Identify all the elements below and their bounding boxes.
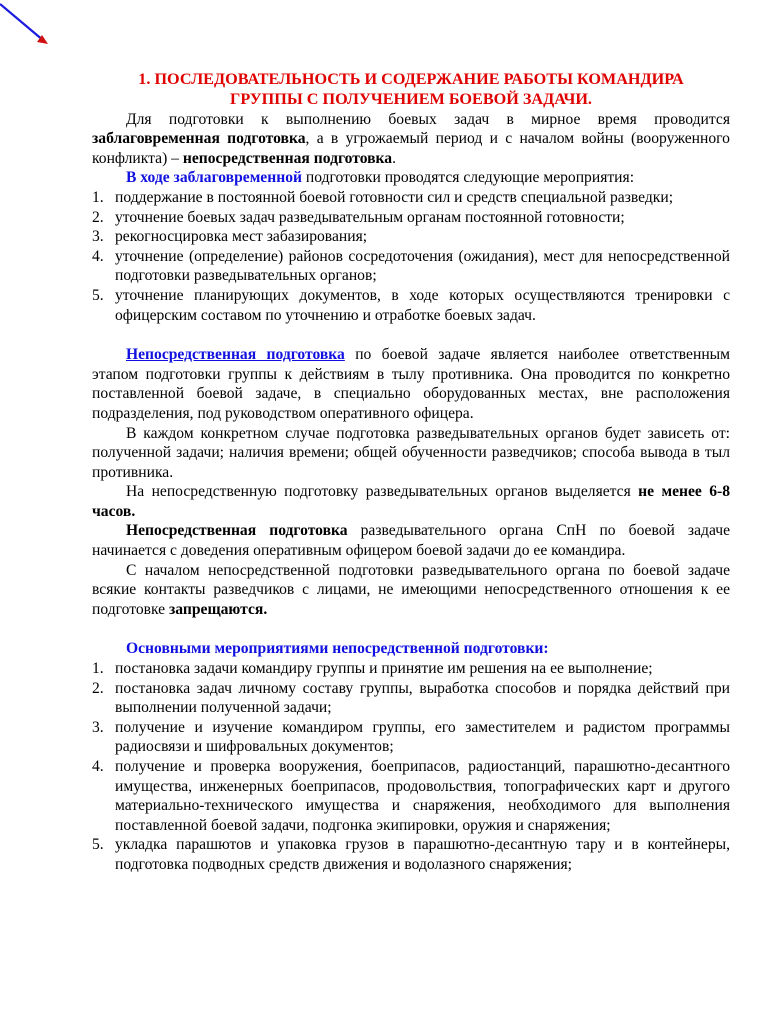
time-allocation: не менее 6-8 часов. <box>92 483 730 520</box>
main-activities-list <box>92 659 730 875</box>
advance-heading: В ходе заблаговременной подготовки проводятся следующие мероприятия: <box>126 169 635 187</box>
list-item: 2. постановка задач личному составу группы, выработка способов и порядка действий при выполнении полученной задачи; <box>92 679 730 717</box>
prohibited-word: запрещаются. <box>169 600 268 618</box>
direct-preparation-link[interactable]: Непосредственная подготовка <box>126 346 345 364</box>
title-line-2: ГРУППЫ С ПОЛУЧЕНИЕМ БОЕВОЙ ЗАДАЧИ. <box>230 89 592 108</box>
advance-heading-highlight: В ходе заблаговременной <box>126 169 302 187</box>
page-title <box>92 70 730 110</box>
title-line-1: 1. ПОСЛЕДОВАТЕЛЬНОСТЬ И СОДЕРЖАНИЕ РАБОТЫ КОМАНДИРА <box>138 70 684 88</box>
direct-paragraph-5: С началом непосредственной подготовки разведывательного органа по боевой задаче всякие контакты разведчиков с лицами, не имеющими непосредственного отношения к ее подготовке запрещаются. <box>92 561 730 618</box>
paragraph-gap <box>92 325 730 345</box>
advance-measures-list <box>92 188 730 325</box>
corner-arrow-icon <box>0 0 60 60</box>
list-item: 1. постановка задачи командиру группы и принятие им решения на ее выполнение; <box>92 660 653 678</box>
direct-paragraph-3: На непосредственную подготовку разведывательных органов выделяется не менее 6-8 часов. <box>92 483 730 520</box>
list-item: 4. уточнение (определение) районов сосредоточения (ожидания), мест для непосредственной подготовки разведывательных органов; <box>92 247 730 285</box>
list-item: 1. поддержание в постоянной боевой готовности сил и средств специальной разведки; <box>92 188 674 206</box>
list-item: 3. получение и изучение командиром группы, его заместителем и радистом программы радиосвязи и шифровальных документов; <box>92 718 730 756</box>
term-advance-preparation: заблаговременная подготовка <box>92 130 306 148</box>
list-item: 2. уточнение боевых задач разведывательным органам постоянной готовности; <box>92 208 625 226</box>
list-item: 5. укладка парашютов и упаковка грузов в парашютно-десантную тару и в контейнеры, подготовка подводных средств движения и водолазного снаряжения; <box>92 836 730 873</box>
list-item: 5. уточнение планирующих документов, в ходе которых осуществляются тренировки с офицерским составом по уточнению и отработке боевых задач. <box>92 286 730 324</box>
list-item: 3. рекогносцировка мест забазирования; <box>92 228 368 246</box>
direct-paragraph-1: Непосредственная подготовка по боевой задаче является наиболее ответственным этапом подготовки группы к действиям в тылу противника. Она проводится по конкретно поставленной боевой задаче, в специально оборудованных местах, вне расположения подразделения, под руководством оперативного офицера. <box>92 346 731 422</box>
direct-paragraph-4: Непосредственная подготовка разведывательного органа СпН по боевой задаче начинается с доведения оперативным офицером боевой задачи до ее командира. <box>92 522 731 560</box>
direct-paragraph-2: В каждом конкретном случае подготовка разведывательных органов будет зависеть от: полученной задачи; наличия времени; общей обученности разведчиков; способа вывода в тыл противника. <box>92 424 730 481</box>
paragraph-gap <box>92 619 730 639</box>
main-activities-heading: Основными мероприятиями непосредственной подготовки: <box>126 640 549 658</box>
list-item: 4. получение и проверка вооружения, боеприпасов, радиостанций, парашютно-десантного имущества, инженерных боеприпасов, продовольствия, топографических карт и другого материально-технического имущества и снаряжения, необходимого для выполнения поставленной боевой задачи, подгонка экипировки, оружия и снаряжения; <box>92 758 730 834</box>
document-page <box>92 70 730 875</box>
intro-paragraph: Для подготовки к выполнению боевых задач в мирное время проводится заблаговременная подготовка, а в угрожаемый период и с началом войны (вооруженного конфликта) – непосредственная подготовка. <box>92 110 730 167</box>
term-direct-preparation: непосредственная подготовка <box>182 149 393 167</box>
